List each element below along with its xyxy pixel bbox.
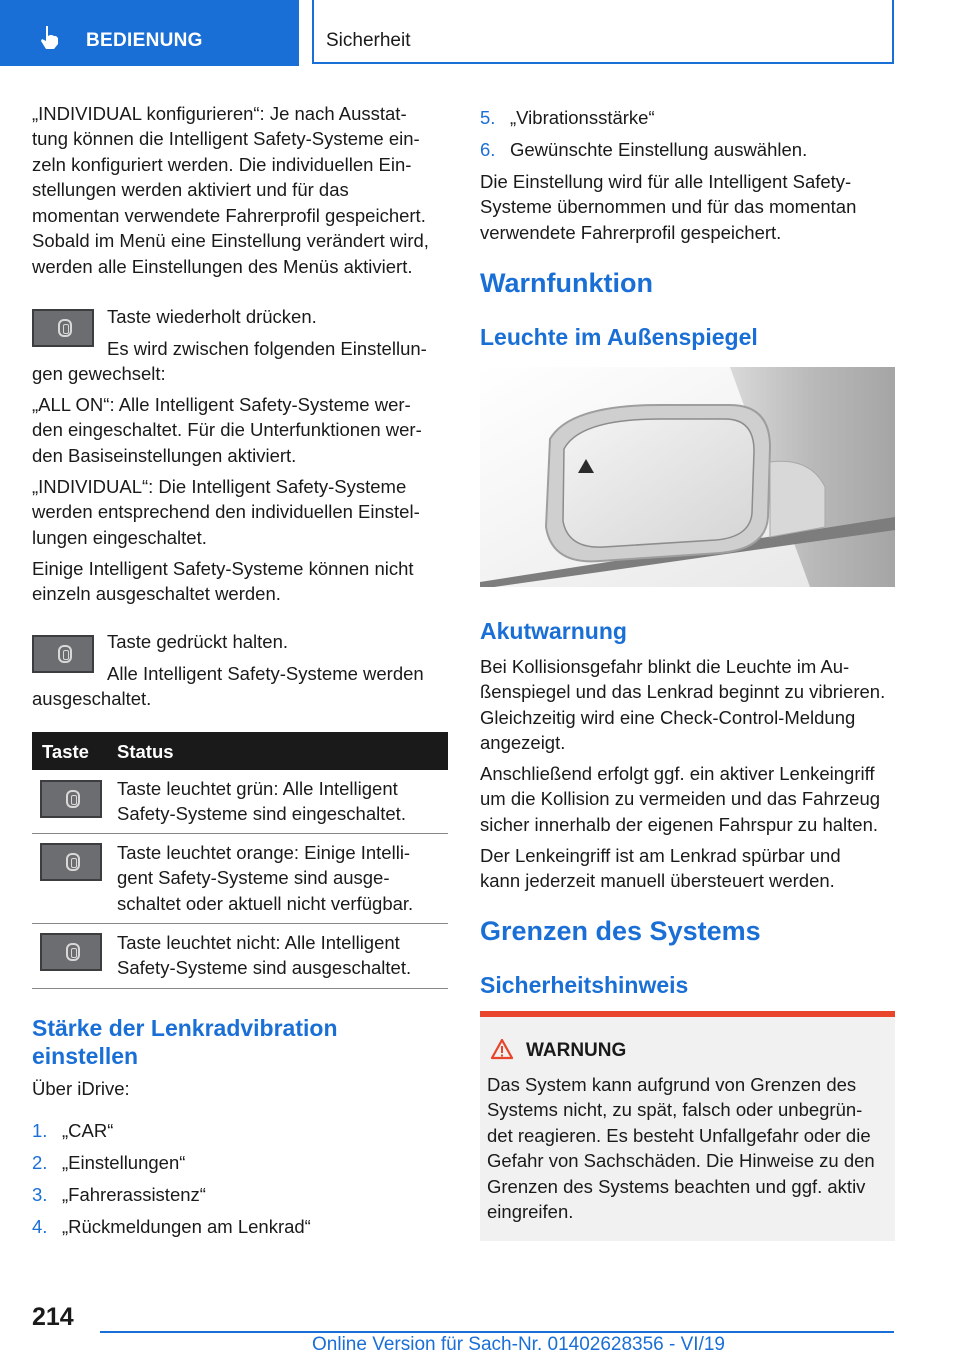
step-number: 1. (32, 1120, 48, 1141)
section-tab (0, 0, 299, 66)
press-repeat-text: Taste wiederholt drücken. (107, 306, 317, 327)
warning-icon (490, 1038, 514, 1060)
warning-line: Das System kann aufgrund von Grenzen des (487, 1074, 857, 1095)
step-text: „Rückmeldungen am Lenkrad“ (62, 1216, 311, 1237)
row-divider (32, 923, 448, 924)
warning-line: Gefahr von Sachschäden. Die Hinweise zu den (487, 1150, 875, 1171)
safety-button-icon (32, 309, 94, 347)
mirror-illustration (480, 367, 895, 587)
footer-rule (100, 1331, 894, 1333)
warning-line: det reagieren. Es besteht Unfallgefahr oder die (487, 1125, 871, 1146)
text-line: werden entsprechend den individuellen Einstel- (32, 501, 420, 522)
heading-line: einstellen (32, 1043, 139, 1069)
text-line: Bei Kollisionsgefahr blinkt die Leuchte im Au- (480, 656, 850, 677)
hand-touch-icon (38, 24, 62, 50)
footer-version: Online Version für Sach-Nr. 01402628356 - VI/19 (312, 1334, 725, 1355)
text-line: kann jederzeit manuell übersteuert werden. (480, 870, 835, 891)
text-line: verwendete Fahrerprofil gespeichert. (480, 222, 782, 243)
table-cell-line: schaltet oder aktuell nicht verfügbar. (117, 893, 414, 914)
step-number: 6. (480, 139, 496, 160)
text-line: „INDIVIDUAL“: Die Intelligent Safety-Systeme (32, 476, 407, 497)
table-cell-line: Taste leuchtet nicht: Alle Intelligent (117, 932, 400, 953)
warning-line: Systems nicht, zu spät, falsch oder unbegrün- (487, 1099, 863, 1120)
text-line: Einige Intelligent Safety-Systeme können nicht (32, 558, 414, 579)
system-limits-heading: Grenzen des Systems (480, 916, 761, 946)
text-line: Alle Intelligent Safety-Systeme werden (107, 663, 424, 684)
text-line: Es wird zwischen folgenden Einstellun- (107, 338, 427, 359)
text-line: sicher innerhalb der eigenen Fahrspur zu halten. (480, 814, 878, 835)
chapter-label: Sicherheit (326, 30, 411, 51)
status-table-header (32, 732, 448, 770)
press-hold-text: Taste gedrückt halten. (107, 631, 288, 652)
warning-box (480, 1011, 895, 1241)
text-line: zeln konfiguriert werden. Die individuellen Ein- (32, 154, 412, 175)
text-line: stellungen werden aktiviert und für das (32, 179, 349, 200)
table-cell-line: gent Safety-Systeme sind ausge- (117, 867, 390, 888)
safety-button-icon (32, 635, 94, 673)
step-text: „CAR“ (62, 1120, 114, 1141)
table-cell-line: Safety-Systeme sind ausgeschaltet. (117, 957, 412, 978)
text-line: Gleichzeitig wird eine Check-Control-Meldung (480, 707, 856, 728)
text-line: den eingeschaltet. Für die Unterfunktionen wer- (32, 419, 422, 440)
safety-button-icon (40, 933, 102, 971)
table-header-cell: Taste (42, 741, 89, 762)
text-line: „INDIVIDUAL konfigurieren“: Je nach Ausstat- (32, 103, 407, 124)
step-number: 5. (480, 107, 496, 128)
safety-note-heading: Sicherheitshinweis (480, 972, 689, 998)
text-line: Sobald im Menü eine Einstellung verändert wird, (32, 230, 429, 251)
text-line: um die Kollision zu vermeiden und das Fahrzeug (480, 788, 881, 809)
text-line: gen gewechselt: (32, 363, 166, 384)
text-line: Anschließend erfolgt ggf. ein aktiver Lenkeingriff (480, 763, 875, 784)
row-divider (32, 833, 448, 834)
text-line: momentan verwendete Fahrerprofil gespeichert. (32, 205, 426, 226)
text-line: tung können die Intelligent Safety-Systeme ein- (32, 128, 420, 149)
step-text: „Vibrationsstärke“ (510, 107, 655, 128)
step-text: Gewünschte Einstellung auswählen. (510, 139, 808, 160)
text-line: Die Einstellung wird für alle Intelligent Safety- (480, 171, 852, 192)
row-divider (32, 988, 448, 989)
text-line: Der Lenkeingriff ist am Lenkrad spürbar und (480, 845, 841, 866)
table-cell-line: Safety-Systeme sind eingeschaltet. (117, 803, 406, 824)
step-number: 2. (32, 1152, 48, 1173)
section-label: BEDIENUNG (86, 30, 203, 51)
acute-warning-heading: Akutwarnung (480, 618, 627, 644)
text-line: einzeln ausgeschaltet werden. (32, 583, 281, 604)
warning-title: WARNUNG (526, 1040, 627, 1061)
step-text: „Einstellungen“ (62, 1152, 186, 1173)
safety-button-icon (40, 780, 102, 818)
step-text: „Fahrerassistenz“ (62, 1184, 206, 1205)
warning-line: eingreifen. (487, 1201, 574, 1222)
step-number: 3. (32, 1184, 48, 1205)
idrive-text: Über iDrive: (32, 1078, 130, 1099)
text-line: lungen eingeschaltet. (32, 527, 207, 548)
chapter-header (312, 0, 894, 64)
text-line: „ALL ON“: Alle Intelligent Safety-Systeme wer- (32, 394, 411, 415)
text-line: angezeigt. (480, 732, 566, 753)
page-number: 214 (32, 1303, 74, 1331)
heading-line: Stärke der Lenkradvibration (32, 1015, 338, 1041)
table-cell-line: Taste leuchtet orange: Einige Intelli- (117, 842, 411, 863)
safety-button-icon (40, 843, 102, 881)
table-cell-line: Taste leuchtet grün: Alle Intelligent (117, 778, 398, 799)
text-line: ßenspiegel und das Lenkrad beginnt zu vibrieren. (480, 681, 886, 702)
text-line: Systeme übernommen und für das momentan (480, 196, 857, 217)
table-header-cell: Status (117, 741, 174, 762)
warn-function-heading: Warnfunktion (480, 268, 653, 298)
step-number: 4. (32, 1216, 48, 1237)
text-line: werden alle Einstellungen des Menüs aktiviert. (32, 256, 413, 277)
text-line: ausgeschaltet. (32, 688, 152, 709)
mirror-light-heading: Leuchte im Außenspiegel (480, 324, 758, 350)
warning-bar (480, 1011, 895, 1017)
vibration-heading (32, 1015, 338, 1070)
warning-line: Grenzen des Systems beachten und ggf. aktiv (487, 1176, 866, 1197)
text-line: den Basiseinstellungen aktiviert. (32, 445, 297, 466)
